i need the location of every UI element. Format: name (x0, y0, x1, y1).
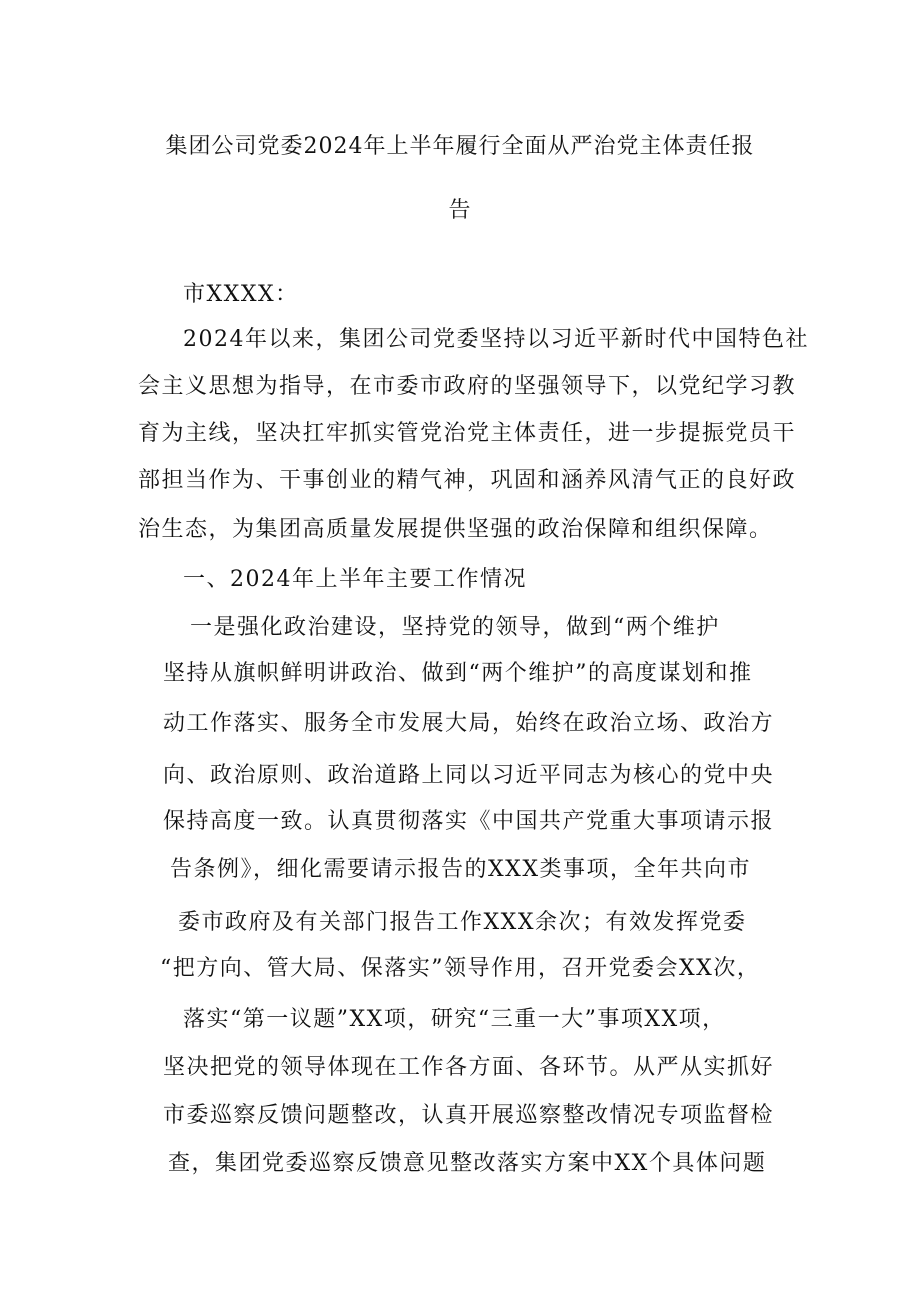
section-line-11: 市委巡察反馈问题整改，认真开展巡察整改情况专项监督检 (163, 1103, 775, 1128)
section-line-2: 坚持从旗帜鲜明讲政治、做到“两个维护”的高度谋划和推 (163, 661, 753, 686)
section-heading: 一、2024年上半年主要工作情况 (183, 567, 527, 592)
section-line-5: 保持高度一致。认真贯彻落实《中国共产党重大事项请示报 (163, 809, 775, 834)
intro-line-3: 育为主线，坚决扛牢抓实管党治党主体责任，进一步提振党员干 (138, 421, 797, 446)
intro-line-4: 部担当作为、干事创业的精气神，巩固和涵养风清气正的良好政 (138, 468, 797, 493)
section-line-1: 一是强化政治建设，坚持党的领导，做到“两个维护 (190, 615, 720, 640)
section-line-9: 落实“第一议题”XX项，研究“三重一大”事项XX项， (183, 1007, 726, 1032)
intro-line-2: 会主义思想为指导，在市委市政府的坚强领导下，以党纪学习教 (138, 374, 797, 399)
section-line-12: 查，集团党委巡察反馈意见整改落实方案中XX个具体问题 (168, 1151, 767, 1176)
section-line-3: 动工作落实、服务全市发展大局，始终在政治立场、政治方 (163, 711, 775, 736)
document-title-line-1: 集团公司党委2024年上半年履行全面从严治党主体责任报 (165, 134, 755, 159)
intro-line-5: 治生态，为集团高质量发展提供坚强的政治保障和组织保障。 (138, 517, 773, 542)
section-line-4: 向、政治原则、政治道路上同以习近平同志为核心的党中央 (163, 763, 775, 788)
salutation: 市XXXX： (183, 282, 299, 307)
section-line-7: 委市政府及有关部门报告工作XXX余次；有效发挥党委 (178, 910, 747, 935)
document-title-line-2: 告 (448, 198, 472, 223)
intro-line-1: 2024年以来，集团公司党委坚持以习近平新时代中国特色社 (183, 327, 809, 352)
section-line-10: 坚决把党的领导体现在工作各方面、各环节。从严从实抓好 (163, 1055, 775, 1080)
section-line-8: “把方向、管大局、保落实”领导作用，召开党委会XX次， (160, 956, 761, 981)
section-line-6: 告条例》，细化需要请示报告的XXX类事项，全年共向市 (170, 857, 751, 882)
